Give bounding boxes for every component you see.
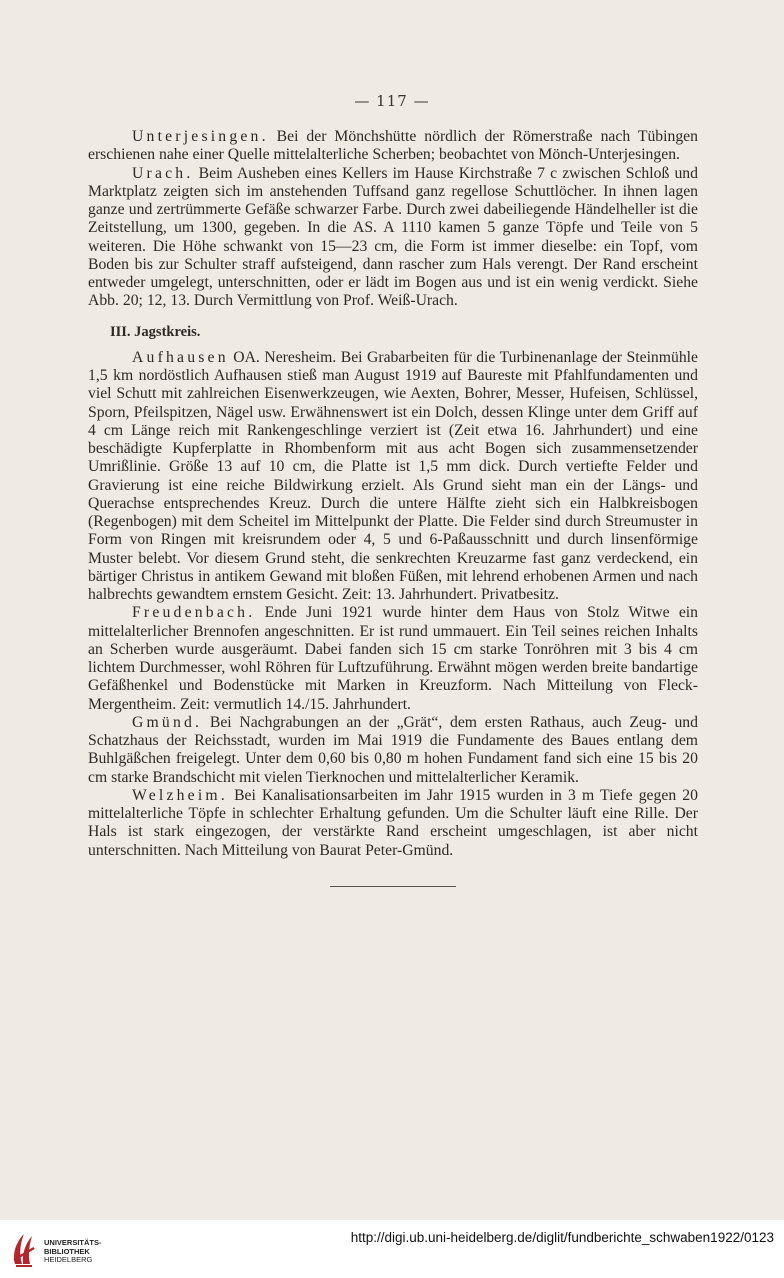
place-name: Unterjesingen.: [132, 128, 269, 145]
paragraph-text: Beim Ausheben eines Kellers im Hause Kirchstraße 7 c zwischen Schloß und Marktplatz zeigten sich im anstehenden Tuffsand ganz regellose Schuttlöcher. In ihnen lagen ganze und zertrümmerte Gefäße schwarzer Farbe. Durch zwei dabeiliegende Händelheller ist die Zeitstellung, um 1300, gegeben. In die AS. A 1110 kamen 5 ganze Töpfe und Teile von 5 weiteren. Die Höhe schwankt von 15—23 cm, die Form ist immer dieselbe: ein Topf, vom Boden bis zur Schulter straff aufsteigend, dann rascher zum Hals verengt. Der Rand erscheint entweder umgelegt, unterschnitten, oder er lädt im Bogen aus und ist ein wenig verdickt. Siehe Abb. 20; 12, 13. Durch Vermittlung von Prof. Weiß-Urach.: [88, 164, 698, 310]
paragraph-text: Bei Kanalisationsarbeiten im Jahr 1915 wurden in 3 m Tiefe gegen 20 mittelalterliche Töpfe in schlechter Erhaltung gefunden. Um die Schulter läuft eine Rille. Der Hals ist stark eingezogen, der verstärkte Rand erscheint umgeschlagen, ist aber nicht unterschnitten. Nach Mitteilung von Baurat Peter-Gmünd.: [88, 786, 698, 859]
source-url-link[interactable]: http://digi.ub.uni-heidelberg.de/diglit/fundberichte_schwaben1922/0123: [350, 1230, 774, 1245]
heidelberg-seal-icon: [10, 1230, 38, 1268]
place-name: Welzheim.: [132, 786, 228, 804]
paragraph-aufhausen: [88, 349, 698, 605]
paragraph-unterjesingen: [88, 128, 698, 165]
paragraph-gmuend: [88, 714, 698, 787]
section-heading: III. Jagstkreis.: [110, 323, 201, 340]
paragraph-welzheim: [88, 787, 698, 860]
paragraph-urach: [88, 165, 698, 311]
end-rule-divider: [330, 886, 456, 887]
page-number: — 117 —: [354, 92, 430, 110]
paragraph-text: Bei der Mönchshütte nördlich der Römerstraße nach Tübingen erschienen nahe einer Quelle mittelalterliche Scherben; beobachtet von Mönch-Unterjesingen.: [88, 128, 698, 164]
paragraph-text: Bei Nachgrabungen an der „Grät“, dem ersten Rathaus, auch Zeug- und Schatzhaus der Reichsstadt, wurden im Mai 1919 die Fundamente des Baues entlang dem Buhlgäßchen freigelegt. Unter dem 0,60 bis 0,80 m hohen Fundament fand sich eine 15 bis 20 cm starke Brandschicht mit vielen Tierknochen und mittelalterlicher Keramik.: [88, 713, 698, 786]
place-name: Urach.: [132, 164, 194, 182]
place-name: Aufhausen: [132, 348, 229, 366]
footer-bar: [0, 1220, 784, 1278]
place-name: Gmünd.: [132, 713, 203, 731]
place-name: Freudenbach.: [132, 604, 256, 622]
paragraph-freudenbach: [88, 604, 698, 714]
paragraph-text: OA. Neresheim. Bei Grabarbeiten für die Turbinenanlage der Steinmühle 1,5 km nordöstlich Aufhausen stieß man August 1919 auf Baureste mit Pfahlfundamenten und viel Schutt mit zahlreichen Eisenwerkzeugen, wie Aexten, Bohrer, Messer, Hufeisen, Schlüssel, Sporn, Pfeilspitzen, Nägel usw. Erwähnenswert ist ein Dolch, dessen Klinge unter dem Griff auf 4 cm Länge reich mit Rankengeschlinge verziert ist (Zeit etwa 16. Jahrhundert) und eine beschädigte Kupferplatte in Rhombenform mit aus acht Bogen sich zusammensetzender Umrißlinie. Größe 13 auf 10 cm, die Platte ist 1,5 mm dick. Durch vertiefte Felder und Gravierung ist eine reiche Bildwirkung erzielt. Als Grund sieht man ein der Längs- und Querachse entsprechendes Kreuz. Durch die untere Hälfte zieht sich ein Halbkreisbogen (Regenbogen) mit dem Scheitel im Mittelpunkt der Platte. Die Felder sind durch Streumuster in Form von Ringen mit kreisrundem oder 4, 5 und 6-Paßausschnitt und durch linsenförmige Muster belebt. Vor diesem Grund steht, die senkrechten Kreuzarme fast ganz verdeckend, ein bärtiger Christus in antikem Gewand mit bloßen Füßen, mit lehrend erhobenen Armen und nach halbrechts gewandtem ernstem Gesicht. Zeit: 13. Jahrhundert. Privatbesitz.: [88, 348, 698, 603]
library-logo-text: UNIVERSITÄTS- BIBLIOTHEK HEIDELBERG: [44, 1238, 102, 1264]
paragraph-text: Ende Juni 1921 wurde hinter dem Haus von Stolz Witwe ein mittelalterlicher Brennofen angeschnitten. Er ist rund ummauert. Ein Teil seines reichen Inhalts an Scherben wurde ausgeräumt. Dabei fanden sich 15 cm starke Tonröhren mit 3 bis 4 cm lichtem Durchmesser, wohl Röhren für Luftzuführung. Erwähnt mögen werden breite bandartige Gefäßhenkel und Bodenstücke mit Marken in Kreuzform. Nach Mitteilung von Fleck-Mergentheim. Zeit: vermutlich 14./15. Jahrhundert.: [88, 604, 698, 713]
body-text: [88, 128, 698, 887]
library-logo[interactable]: [10, 1230, 120, 1270]
